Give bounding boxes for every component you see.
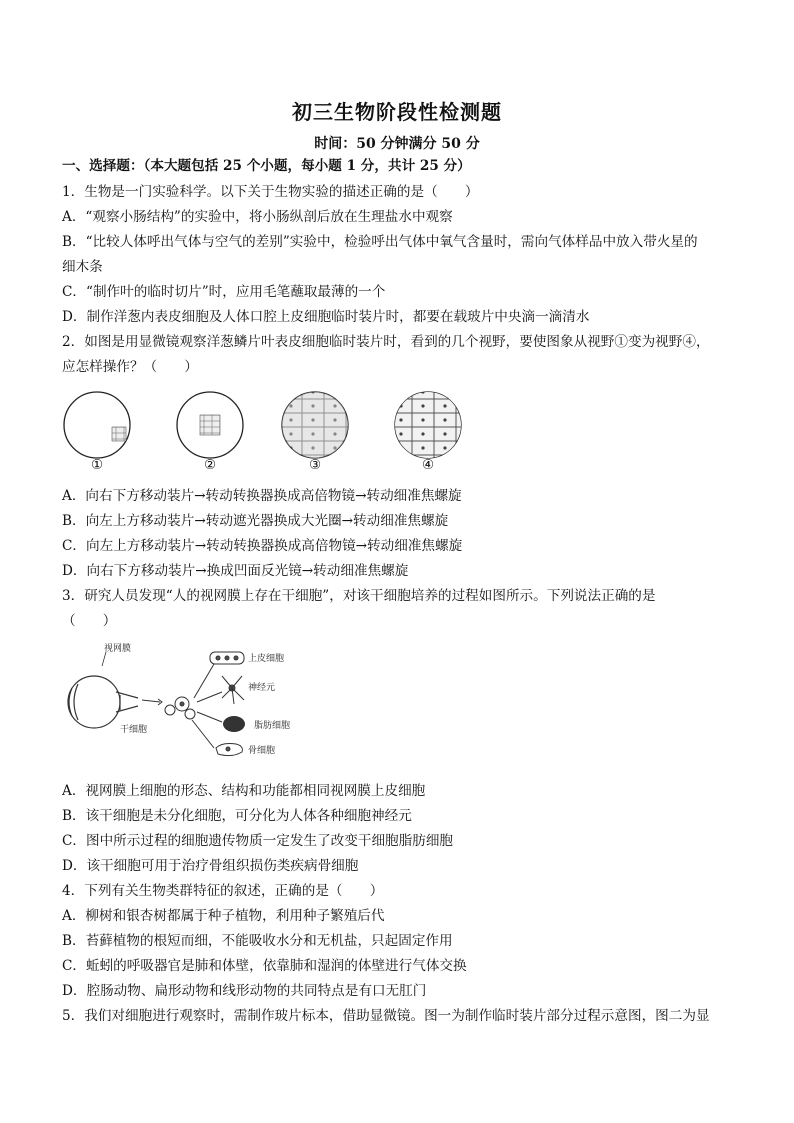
label-fat: 脂肪细胞 [254,721,291,731]
view-3 [280,390,350,460]
label-retina: 视网膜 [104,644,132,654]
label-epithelial: 上皮细胞 [248,654,285,664]
q4-option-d: D．腔肠动物、扁形动物和线形动物的共同特点是有口无肛门 [62,983,427,999]
fat-cell [223,716,245,732]
q2-stem-cont: 应怎样操作？（ ） [62,359,198,375]
view-2 [177,392,243,458]
label-bone: 骨细胞 [248,746,276,756]
stem-cells [165,697,195,719]
q3-stem: 3．研究人员发现“人的视网膜上存在干细胞”，对该干细胞培养的过程如图所示。下列说法正确的是 [62,588,656,604]
neuron [222,676,244,704]
eye-diagram [68,676,138,728]
microscope-views-figure [60,385,480,475]
q2-option-a: A．向右下方移动装片→转动转换器换成高倍物镜→转动细准焦螺旋 [62,488,462,504]
q1-stem: 1．生物是一门实验科学。以下关于生物实验的描述正确的是（ ） [62,184,479,200]
view-label-4: ④ [422,457,435,473]
q1-option-c: C．“制作叶的临时切片”时，应用毛笔蘸取最薄的一个 [62,284,386,300]
q3-option-d: D．该干细胞可用于治疗骨组织损伤类疾病骨细胞 [62,858,359,874]
section-heading: 一、选择题：（本大题包括 25 个小题，每小题 1 分，共计 25 分） [62,158,471,174]
q2-stem: 2．如图是用显微镜观察洋葱鳞片叶表皮细胞临时装片时，看到的几个视野，要使图象从视野①变为视野④， [62,334,710,350]
page-title: 初三生物阶段性检测题 [292,100,502,124]
q4-option-b: B．苔藓植物的根短而细，不能吸收水分和无机盐，只起固定作用 [62,933,453,949]
q2-option-d: D．向右下方移动装片→换成凹面反光镜→转动细准焦螺旋 [62,563,409,579]
q1-option-b-cont: 细木条 [62,259,103,275]
q3-option-a: A．视网膜上细胞的形态、结构和功能都相同视网膜上皮细胞 [62,783,426,799]
view-label-1: ① [91,457,104,473]
bone-cell [216,744,242,756]
q2-option-b: B．向左上方移动装片→转动遮光器换成大光圈→转动细准焦螺旋 [62,513,449,529]
view-label-2: ② [204,457,217,473]
view-4 [393,390,463,460]
view-1 [64,392,130,458]
label-stem-cell: 干细胞 [120,725,148,735]
q1-option-a: A．“观察小肠结构”的实验中，将小肠纵剖后放在生理盐水中观察 [62,209,453,225]
stem-cell-figure [62,640,312,770]
view-label-3: ③ [309,457,322,473]
q1-option-d: D．制作洋葱内表皮细胞及人体口腔上皮细胞临时装片时，都要在载玻片中央滴一滴清水 [62,309,590,325]
q5-stem: 5．我们对细胞进行观察时，需制作玻片标本，借助显微镜。图一为制作临时装片部分过程示意图，图二为显 [62,1008,710,1024]
q4-option-c: C．蚯蚓的呼吸器官是肺和体壁，依靠肺和湿润的体壁进行气体交换 [62,958,467,974]
q1-option-b: B．“比较人体呼出气体与空气的差别”实验中，检验呼出气体中氧气含量时，需向气体样品中放入带火星的 [62,234,698,250]
label-neuron: 神经元 [248,683,276,693]
q3-stem-cont: （ ） [62,613,117,629]
exam-info: 时间：50 分钟满分 50 分 [314,136,480,152]
q3-option-c: C．图中所示过程的细胞遗传物质一定发生了改变干细胞脂肪细胞 [62,833,454,849]
q2-option-c: C．向左上方移动装片→转动转换器换成高倍物镜→转动细准焦螺旋 [62,538,463,554]
epithelial-cells [210,652,244,664]
q4-stem: 4．下列有关生物类群特征的叙述，正确的是（ ） [62,883,384,899]
q4-option-a: A．柳树和银杏树都属于种子植物，利用种子繁殖后代 [62,908,385,924]
q3-option-b: B．该干细胞是未分化细胞，可分化为人体各种细胞神经元 [62,808,412,824]
